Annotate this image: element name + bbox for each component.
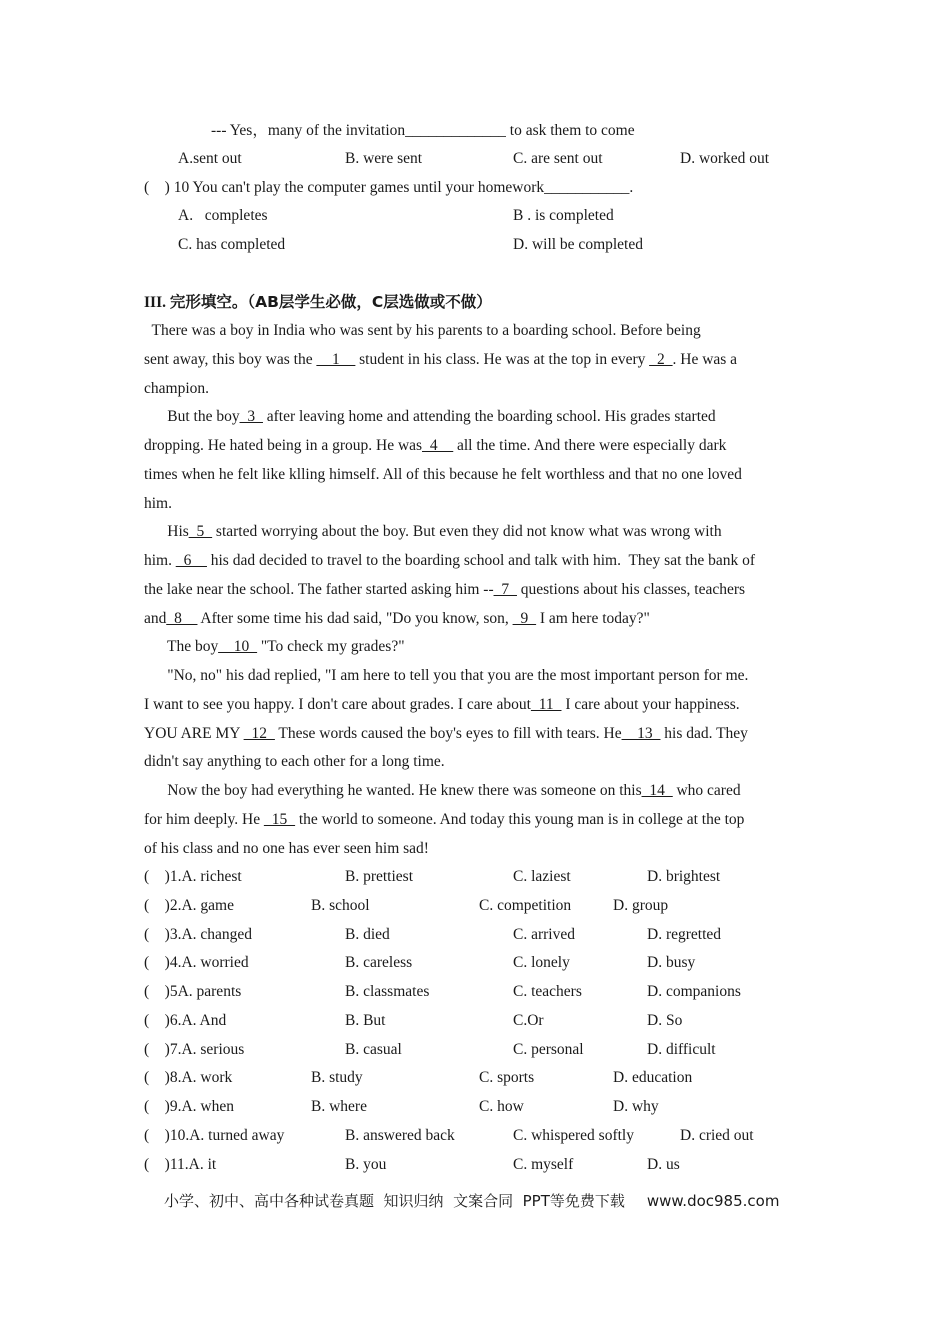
question-option: C. whispered softly <box>513 1127 634 1144</box>
passage-text: . He was a <box>672 351 738 368</box>
passage-line <box>144 839 429 859</box>
passage-line <box>144 436 726 456</box>
question-option: B. careless <box>345 954 413 971</box>
passage-line <box>144 724 748 744</box>
blank: _8__ <box>166 610 198 627</box>
blank: __10_ <box>218 638 257 655</box>
passage-text: YOU ARE MY <box>144 725 244 742</box>
question-option: D. education <box>613 1069 693 1086</box>
passage-text: But the boy <box>144 408 240 425</box>
question-option: D. difficult <box>647 1041 716 1058</box>
passage-line <box>144 407 716 427</box>
passage-text: and <box>144 610 167 627</box>
passage-text: His <box>144 523 189 540</box>
question-option: B. where <box>311 1098 367 1115</box>
question-option: D. regretted <box>647 926 722 943</box>
footer <box>164 1190 779 1211</box>
blank: __13_ <box>621 725 661 742</box>
blank: _7_ <box>493 581 517 598</box>
question-option-a: ( )11.A. it <box>144 1156 217 1173</box>
question-option: D. us <box>647 1156 680 1173</box>
question-option: D. So <box>647 1012 683 1029</box>
passage-line <box>144 695 740 715</box>
question-option-a: ( )4.A. worried <box>144 954 249 971</box>
blank: _4__ <box>422 437 454 454</box>
passage-text: his dad. They <box>660 725 748 742</box>
passage-text: These words caused the boy's eyes to fill with tears. He <box>274 725 622 742</box>
passage-line <box>144 321 701 341</box>
question-option-a: ( )2.A. game <box>144 897 234 914</box>
q10-option-a: A. completes <box>178 207 268 224</box>
passage-text: "No, no" his dad replied, "I am here to tell you that you are the most important person for me. <box>144 667 749 684</box>
passage-text: started worrying about the boy. But even they did not know what was wrong with <box>212 523 722 540</box>
passage-text: student in his class. He was at the top in every <box>355 351 650 368</box>
passage-line <box>144 666 748 686</box>
passage-text: his dad decided to travel to the boarding school and talk with him. They sat the bank of <box>206 552 755 569</box>
passage-line <box>144 522 722 542</box>
question-option: D. why <box>613 1098 659 1115</box>
question-option: B. died <box>345 926 390 943</box>
question-option: B. casual <box>345 1041 402 1058</box>
passage-text: dropping. He hated being in a group. He was <box>144 437 423 454</box>
passage-text: I am here today?" <box>535 610 650 627</box>
question-option-a: ( )6.A. And <box>144 1012 227 1029</box>
question-option: C. lonely <box>513 954 570 971</box>
blank: _12_ <box>243 725 275 742</box>
blank: _5_ <box>188 523 213 540</box>
question-option: D. brightest <box>647 868 721 885</box>
question-option-a: ( )1.A. richest <box>144 868 242 885</box>
passage-text: who cared <box>672 782 741 799</box>
passage-text: him. <box>144 495 172 512</box>
question-option: C. laziest <box>513 868 571 885</box>
passage-text: sent away, this boy was the <box>144 351 317 368</box>
passage-text: After some time his dad said, "Do you know, son, <box>197 610 513 627</box>
blank: _2_ <box>649 351 673 368</box>
passage-text: The boy <box>144 638 219 655</box>
q10-stem: ( ) 10 You can't play the computer games until your homework___________. <box>144 179 634 196</box>
question-option: C. personal <box>513 1041 584 1058</box>
passage-text: I care about your happiness. <box>561 696 740 713</box>
blank: _14_ <box>641 782 673 799</box>
q9-option-b: B. were sent <box>345 150 423 167</box>
passage-line <box>144 609 650 629</box>
passage-text: questions about his classes, teachers <box>516 581 746 598</box>
q10-option-d: D. will be completed <box>513 236 643 253</box>
passage-text: champion. <box>144 380 209 397</box>
q10-option-b: B . is completed <box>513 207 614 224</box>
question-option: C.Or <box>513 1012 544 1029</box>
q10-option-c: C. has completed <box>178 236 286 253</box>
passage-text: him. <box>144 552 176 569</box>
question-option: D. group <box>613 897 669 914</box>
passage-text: of his class and no one has ever seen him sad! <box>144 840 429 857</box>
passage-text: the world to someone. And today this young man is in college at the top <box>294 811 745 828</box>
passage-line <box>144 752 445 772</box>
question-option: C. competition <box>479 897 572 914</box>
passage-line <box>144 379 209 399</box>
question-option: B. study <box>311 1069 363 1086</box>
passage-line <box>144 637 405 657</box>
question-option: D. cried out <box>680 1127 754 1144</box>
question-option: C. how <box>479 1098 524 1115</box>
blank: _3_ <box>239 408 263 425</box>
passage-line <box>144 551 755 571</box>
q9-line: --- Yes，many of the invitation_____________ to ask them to come <box>211 122 635 139</box>
blank: __1__ <box>316 351 356 368</box>
question-option: B. classmates <box>345 983 430 1000</box>
passage-text: I want to see you happy. I don't care about grades. I care about <box>144 696 531 713</box>
question-option: C. myself <box>513 1156 574 1173</box>
section-title: 完形填空。（AB层学生必做，C层选做或不做） <box>169 293 492 311</box>
footer-text: 小学、初中、高中各种试卷真题 知识归纳 文案合同 PPT等免费下载 <box>164 1192 625 1210</box>
question-option: B. prettiest <box>345 868 414 885</box>
question-option: D. busy <box>647 954 696 971</box>
question-option: B. school <box>311 897 370 914</box>
passage-text: all the time. And there were especially dark <box>453 437 727 454</box>
passage-line <box>144 810 744 830</box>
passage-text: for him deeply. He <box>144 811 264 828</box>
question-option-a: ( )9.A. when <box>144 1098 234 1115</box>
passage-text: times when he felt like klling himself. All of this because he felt worthless and that no one loved <box>144 466 742 483</box>
question-option-a: ( )3.A. changed <box>144 926 253 943</box>
passage-text: the lake near the school. The father started asking him -- <box>144 581 494 598</box>
question-option-a: ( )10.A. turned away <box>144 1127 285 1144</box>
passage-line <box>144 781 741 801</box>
passage-text: There was a boy in India who was sent by his parents to a boarding school. Before being <box>144 322 701 339</box>
passage-text: after leaving home and attending the boarding school. His grades started <box>262 408 716 425</box>
passage-line <box>144 465 742 485</box>
passage-line <box>144 580 745 600</box>
question-option: B. you <box>345 1156 387 1173</box>
section-number: III. <box>144 294 170 311</box>
passage-text: "To check my grades?" <box>256 638 405 655</box>
question-option: B. But <box>345 1012 386 1029</box>
passage-text: didn't say anything to each other for a long time. <box>144 753 445 770</box>
blank: _6__ <box>175 552 207 569</box>
passage-text: Now the boy had everything he wanted. He knew there was someone on this <box>144 782 642 799</box>
question-option: C. sports <box>479 1069 535 1086</box>
passage-line <box>144 494 172 514</box>
blank: _15_ <box>263 811 295 828</box>
q9-option-a: A.sent out <box>178 150 242 167</box>
question-option: C. arrived <box>513 926 575 943</box>
footer-site: www.doc985.com <box>646 1192 780 1210</box>
blank: _11_ <box>531 696 562 713</box>
blank: _9_ <box>512 610 536 627</box>
question-option: D. companions <box>647 983 741 1000</box>
section-heading <box>144 292 492 313</box>
q9-option-d: D. worked out <box>680 150 770 167</box>
question-option: C. teachers <box>513 983 582 1000</box>
q9-option-c: C. are sent out <box>513 150 603 167</box>
question-option-a: ( )5A. parents <box>144 983 242 1000</box>
question-option-a: ( )7.A. serious <box>144 1041 245 1058</box>
passage-line <box>144 350 737 370</box>
question-option: B. answered back <box>345 1127 455 1144</box>
question-option-a: ( )8.A. work <box>144 1069 233 1086</box>
